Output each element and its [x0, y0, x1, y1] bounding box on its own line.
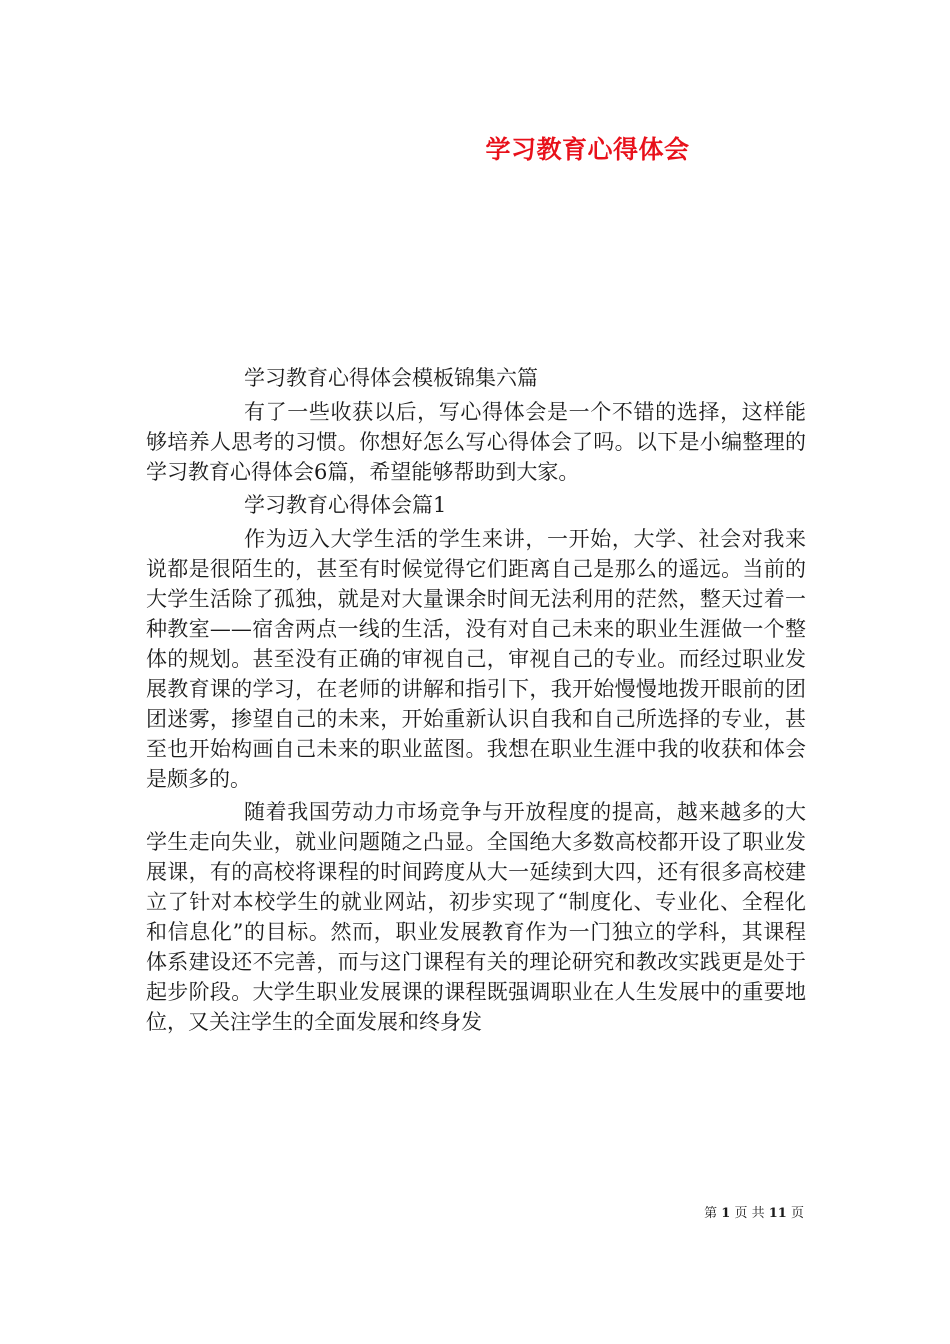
footer-total-pages: 11 — [768, 1206, 787, 1221]
paragraph-section-heading: 学习教育心得体会篇1 — [244, 493, 447, 518]
footer-middle: 页 共 — [734, 1206, 765, 1221]
paragraph-subtitle: 学习教育心得体会模板锦集六篇 — [244, 366, 538, 390]
paragraph-body-2: 随着我国劳动力市场竞争与开放程度的提高，越来越多的大学生走向失业，就业问题随之凸显。全国绝大多数高校都开设了职业发展课，有的高校将课程的时间跨度从大一延续到大四，还有很多高校建立了针对本校学生的就业网站，初步实现了“制度化、专业化、全程化和信息化”的目标。然而，职业发展教育作为一门独立的学科，其课程体系建设还不完善，而与这门课程有关的理论研究和教改实践更是处于起步阶段。大学生职业发展课的课程既强调职业在人生发展中的重要地位，又关注学生的全面发展和终身发 — [146, 800, 806, 1035]
paragraph-body-1: 作为迈入大学生活的学生来讲，一开始，大学、社会对我来说都是很陌生的，甚至有时候觉得它们距离自己是那么的遥远。当前的大学生活除了孤独，就是对大量课余时间无法利用的茫然，整天过着一种教室——宿舍两点一线的生活，没有对自己未来的职业生涯做一个整体的规划。甚至没有正确的审视自己，审视自己的专业。而经过职业发展教育课的学习，在老师的讲解和指引下，我开始慢慢地拨开眼前的团团迷雾，掺望自己的未来，开始重新认识自我和自己所选择的专业，甚至也开始构画自己未来的职业蓝图。我想在职业生涯中我的收获和体会是颇多的。 — [146, 526, 806, 791]
footer-suffix: 页 — [790, 1206, 804, 1221]
footer-page-number: 1 — [721, 1206, 731, 1221]
paragraph-intro: 有了一些收获以后，写心得体会是一个不错的选择，这样能够培养人思考的习惯。你想好怎么写心得体会了吗。以下是小编整理的学习教育心得体会6篇，希望能够帮助到大家。 — [146, 399, 806, 484]
page-footer — [704, 1205, 804, 1223]
footer-prefix: 第 — [704, 1206, 718, 1221]
document-body — [146, 363, 806, 1041]
document-title: 学习教育心得体会 — [485, 135, 690, 164]
